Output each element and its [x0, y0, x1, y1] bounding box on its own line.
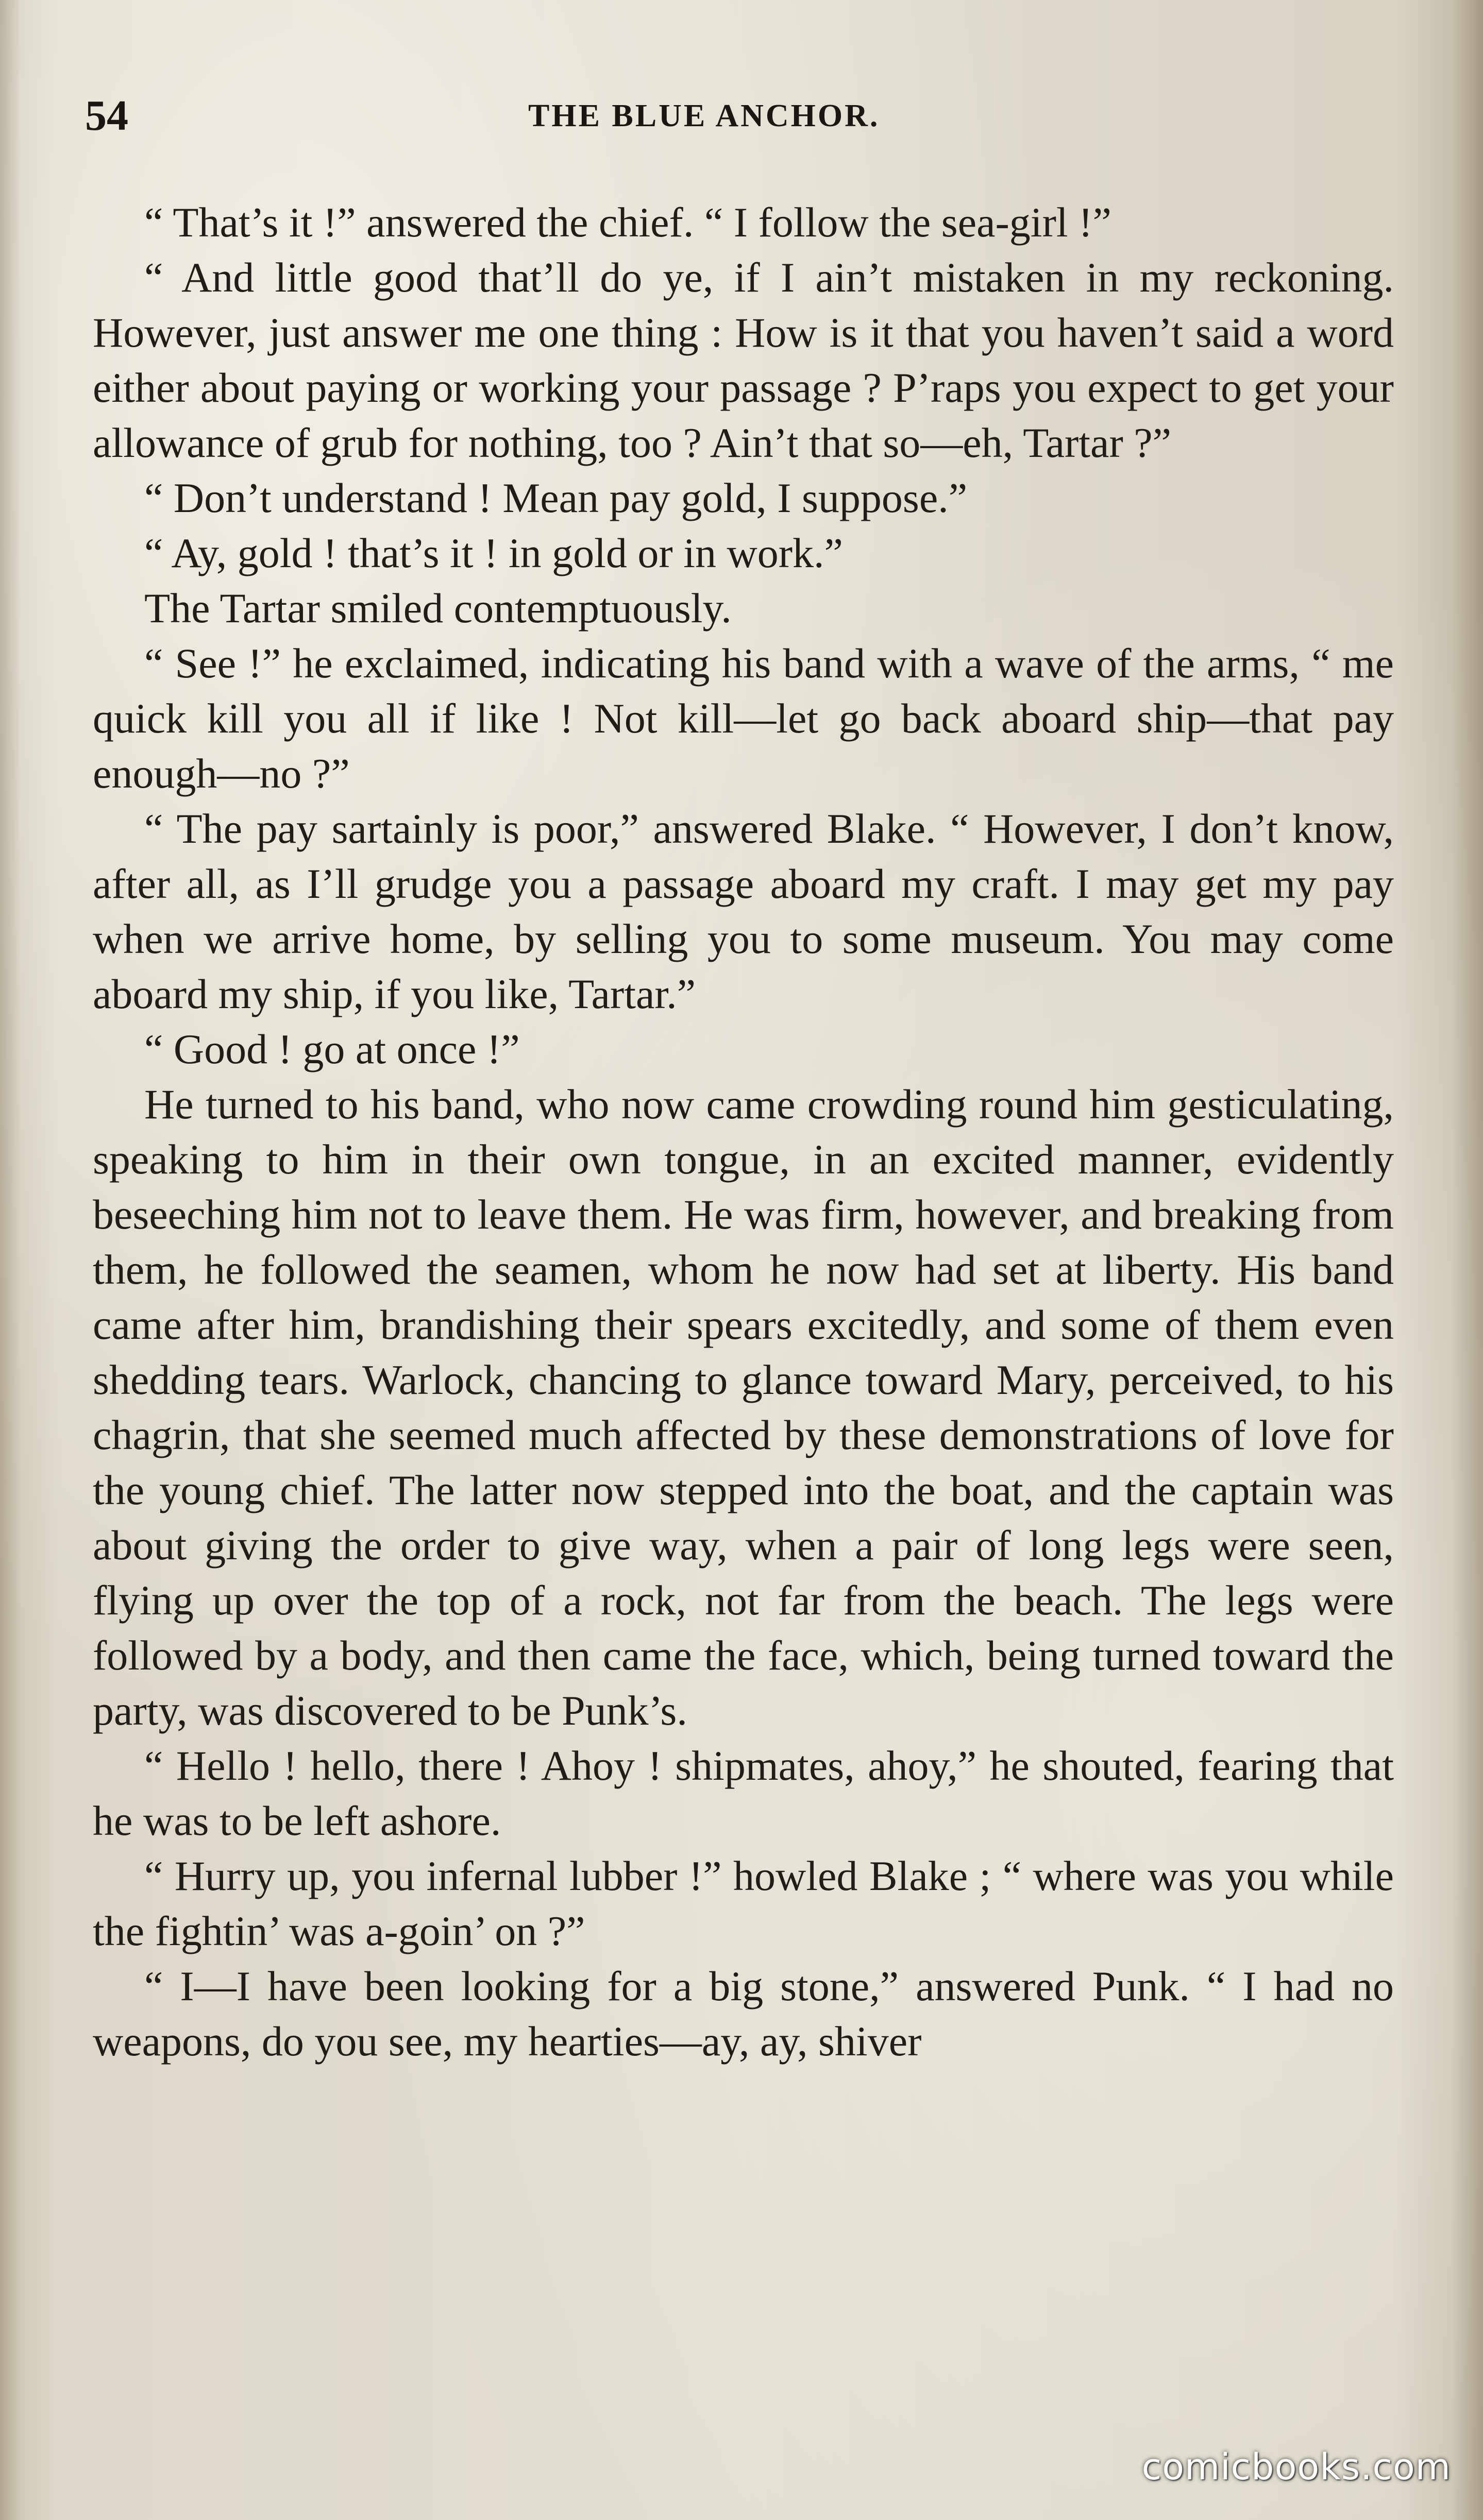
paragraph: “ See !” he exclaimed, indicating his band with a wave of the arms, “ me quick kill you all if like ! Not kill—let go back aboard ship—that pay enough—no ?”: [93, 640, 1394, 797]
page-edge-shadow-left: [0, 0, 21, 2520]
paragraph: The Tartar smiled contemptuously.: [144, 585, 732, 632]
paragraph: “ Good ! go at once !”: [144, 1026, 520, 1072]
paragraph: He turned to his band, who now came crowding round him gesticulating, speaking to him in their own tongue, in an excited manner, evidently beseeching him not to leave them. He was firm, however, and breaking from them, he followed the seamen, whom he now had set at liberty. His band came after him, brandishing their spears excitedly, and some of them even shedding tears. Warlock, chancing to glance toward Mary, perceived, to his chagrin, that she seemed much affected by these demonstrations of love for the young chief. The latter now stepped into the boat, and the captain was about giving the order to give way, when a pair of long legs were seen, flying up over the top of a rock, not far from the beach. The legs were followed by a body, and then came the face, which, being turned toward the party, was discovered to be Punk’s.: [93, 1081, 1394, 1734]
paragraph: “ Don’t understand ! Mean pay gold, I suppose.”: [144, 474, 968, 521]
paragraph: “ That’s it !” answered the chief. “ I follow the sea-girl !”: [144, 199, 1111, 246]
watermark: comicbooks.com: [1141, 2446, 1451, 2488]
running-head: THE BLUE ANCHOR.: [528, 98, 880, 133]
paragraph: “ I—I have been looking for a big stone,” answered Punk. “ I had no weapons, do you see, my hearties—ay, ay, shiver: [93, 1963, 1394, 2065]
paragraph: “ Hurry up, you infernal lubber !” howled Blake ; “ where was you while the fightin’ was a-goin’ on ?”: [93, 1852, 1394, 1954]
paragraph: “ Ay, gold ! that’s it ! in gold or in work.”: [144, 530, 843, 576]
paragraph: “ The pay sartainly is poor,” answered Blake. “ However, I don’t know, after all, as I’ll grudge you a passage aboard my craft. I may get my pay when we arrive home, by selling you to some museum. You may come aboard my ship, if you like, Tartar.”: [93, 805, 1394, 1017]
paragraph: “ And little good that’ll do ye, if I ain’t mistaken in my reckoning. However, just answer me one thing : How is it that you haven’t said a word either about paying or working your passage ? P’raps you expect to get your allowance of grub for nothing, too ? Ain’t that so—eh, Tartar ?”: [93, 254, 1394, 466]
page-edge-shadow-right: [1452, 0, 1483, 2520]
body-text: [93, 195, 1394, 2069]
page-header: [85, 88, 1394, 144]
paragraph: “ Hello ! hello, there ! Ahoy ! shipmates, ahoy,” he shouted, fearing that he was to be left ashore.: [93, 1742, 1394, 1844]
page-number: 54: [85, 92, 128, 140]
